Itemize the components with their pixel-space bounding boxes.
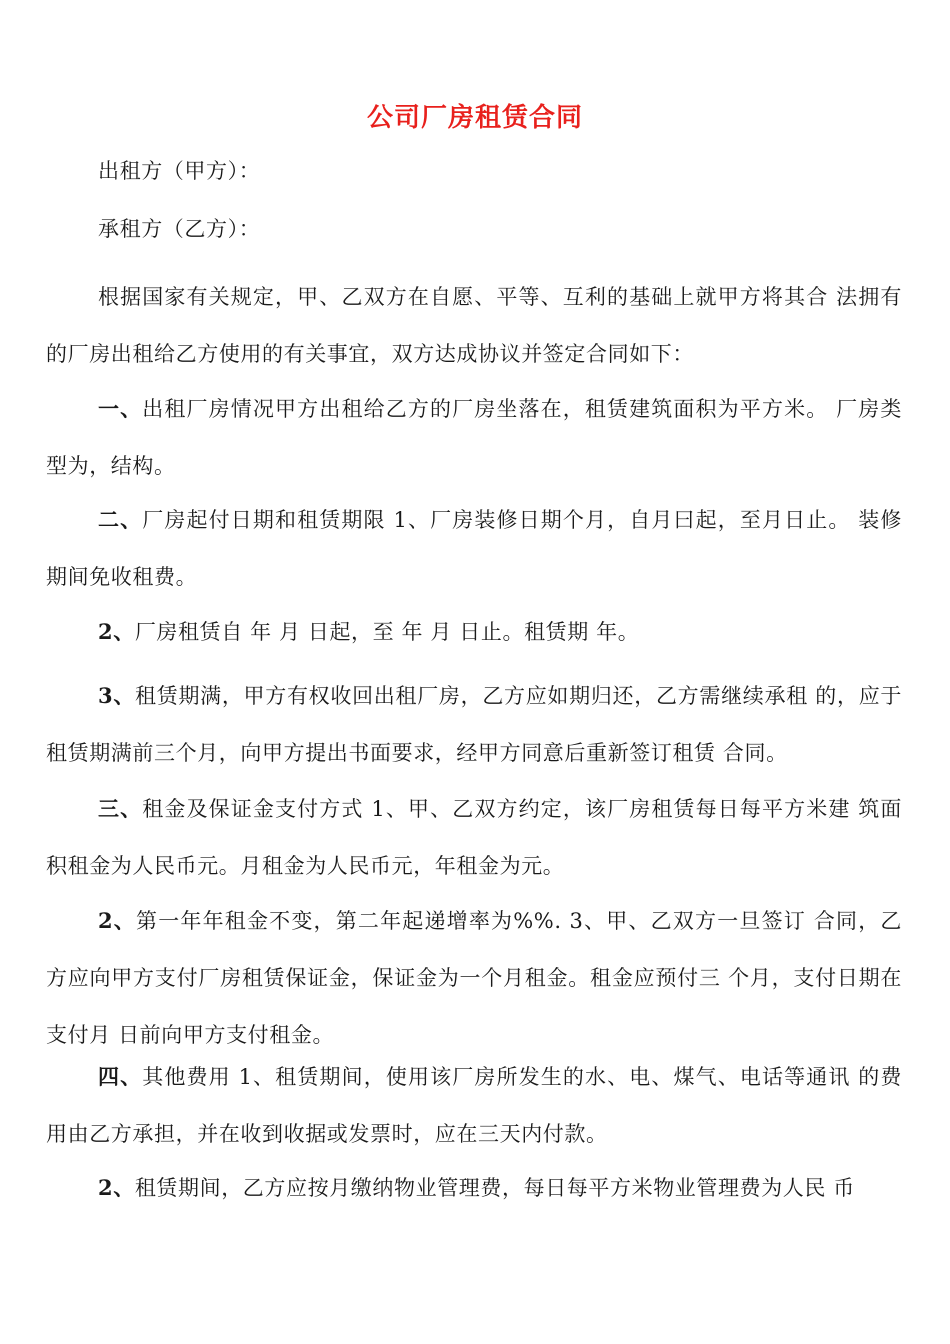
paragraph-lead: 2、 (98, 908, 136, 933)
paragraph-lead: 3、 (98, 683, 136, 708)
paragraph-text: 租赁期间，乙方应按月缴纳物业管理费，每日每平方米物业管理费为人民 币 (134, 1176, 855, 1200)
paragraph-lead: 三、 (98, 796, 143, 821)
paragraph-lead: 一、 (98, 396, 143, 421)
paragraph-section-1 (46, 380, 902, 495)
paragraph-text: 出租厂房情况甲方出租给乙方的厂房坐落在，租赁建筑面积为平方米。 厂房类型为，结构。 (46, 397, 902, 478)
paragraph-text: 厂房租赁自 年 月 日起，至 年 月 日止。租赁期 年。 (134, 620, 640, 644)
paragraph-text: 厂房起付日期和租赁期限 1、厂房装修日期个月，自月曰起，至月日止。 装修期间免收租费。 (46, 508, 903, 589)
paragraph-lead: 2、 (98, 619, 135, 644)
paragraph-section-4-item-2 (46, 1159, 902, 1217)
paragraph-text: 其他费用 1、租赁期间，使用该厂房所发生的水、电、煤气、电话等通讯 的费用由乙方承担，并在收到收据或发票时，应在三天内付款。 (46, 1065, 903, 1146)
document-title: 公司厂房租赁合同 (366, 103, 583, 133)
lessor-line: 出租方（甲方）： (98, 159, 261, 183)
paragraph-text: 根据国家有关规定，甲、乙双方在自愿、平等、互利的基础上就甲方将其合 法拥有的厂房出租给乙方使用的有关事宜，双方达成协议并签定合同如下： (46, 285, 902, 366)
paragraph-section-4 (46, 1048, 902, 1163)
paragraph-section-3 (46, 780, 902, 895)
paragraph-lead: 四、 (98, 1064, 143, 1089)
paragraph-intro (46, 268, 902, 383)
paragraph-section-2-item-2 (46, 603, 902, 661)
paragraph-section-3-item-2 (46, 892, 902, 1064)
paragraph-section-2 (46, 491, 902, 606)
paragraph-text: 租赁期满，甲方有权收回出租厂房，乙方应如期归还，乙方需继续承租 的，应于租赁期满前三个月，向甲方提出书面要求，经甲方同意后重新签订租赁 合同。 (46, 684, 902, 765)
paragraph-text: 租金及保证金支付方式 1、甲、乙双方约定，该厂房租赁每日每平方米建 筑面积租金为人民币元。月租金为人民币元，年租金为元。 (46, 797, 903, 878)
paragraph-text: 第一年年租金不变，第二年起递增率为%%. 3、甲、乙双方一旦签订 合同，乙方应向甲方支付厂房租赁保证金，保证金为一个月租金。租金应预付三 个月，支付日期在支付月 日前向甲方支付租金。 (46, 909, 902, 1047)
paragraph-section-2-item-3 (46, 667, 902, 782)
paragraph-lead: 2、 (98, 1175, 135, 1200)
paragraph-lead: 二、 (98, 507, 143, 532)
lessee-line: 承租方（乙方）： (98, 217, 261, 241)
